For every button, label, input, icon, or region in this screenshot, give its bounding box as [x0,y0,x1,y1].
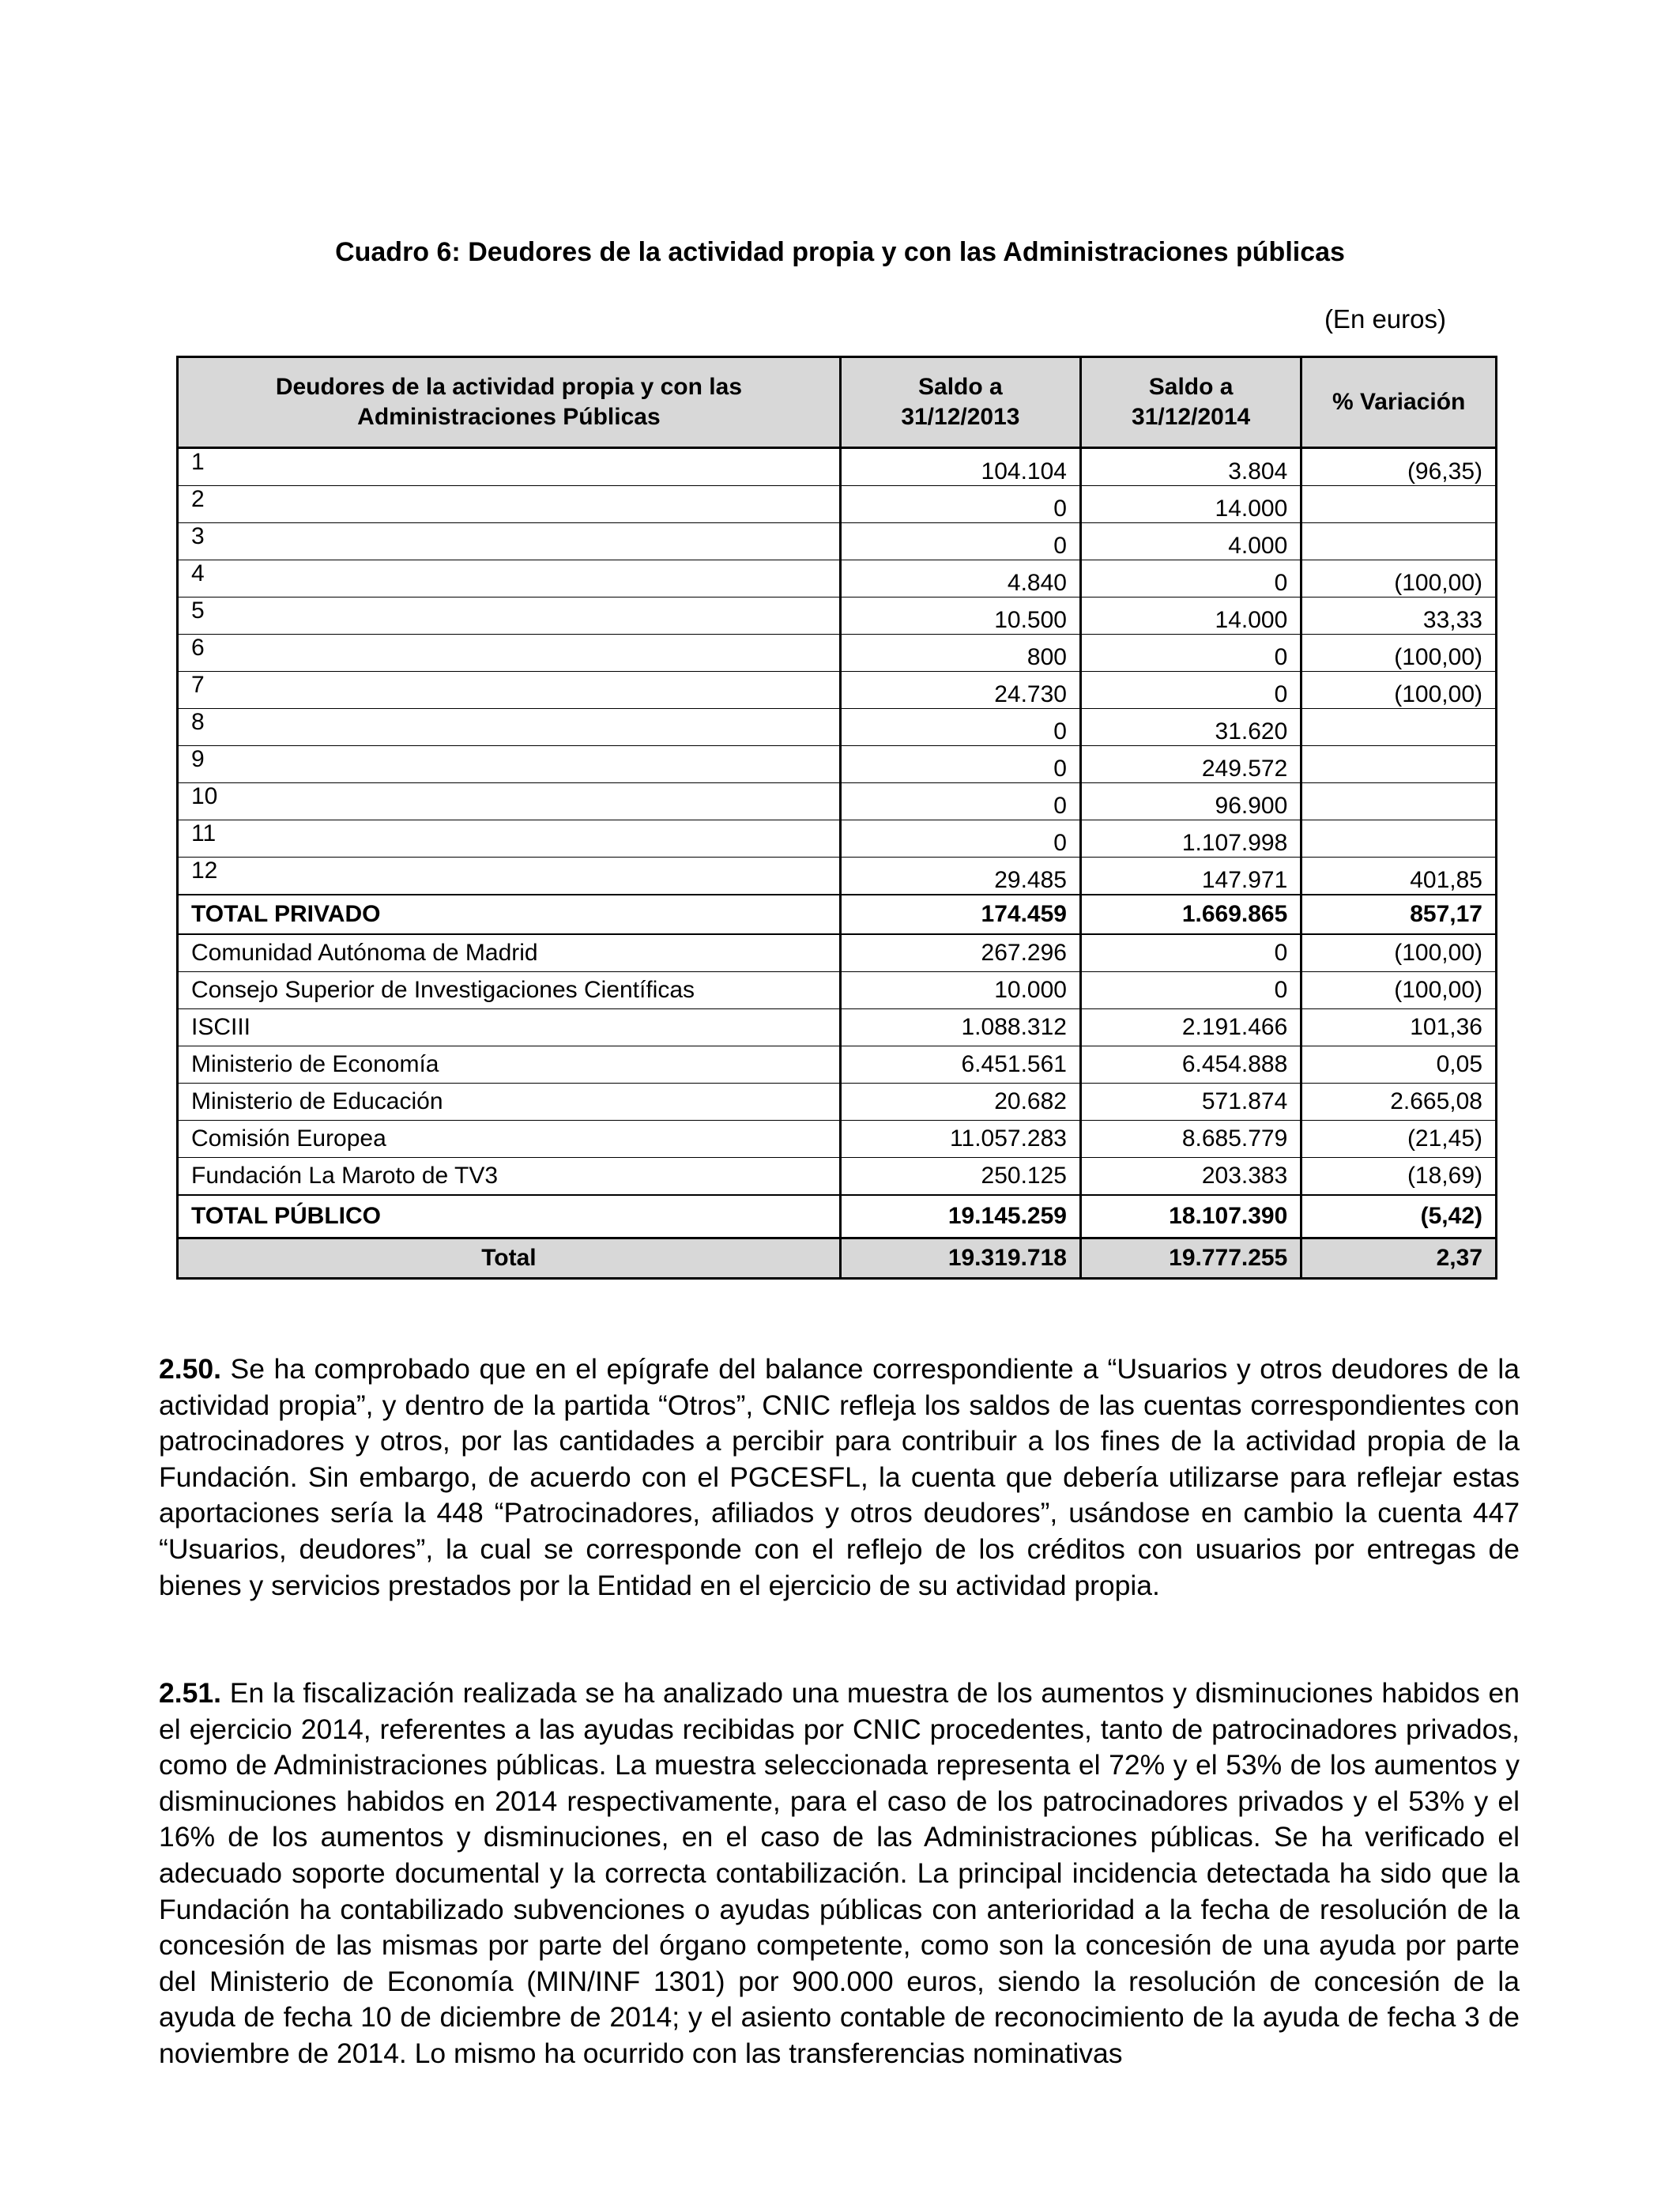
balance-2014: 18.107.390 [1080,1195,1301,1238]
variation: (96,35) [1301,448,1497,486]
row-label: 3 [178,523,841,560]
variation: (100,00) [1301,672,1497,709]
row-label: 6 [178,635,841,672]
variation: 101,36 [1301,1009,1497,1046]
balance-2014: 8.685.779 [1080,1121,1301,1158]
table-row [178,598,1497,635]
balance-2013: 0 [840,709,1080,746]
balance-2013: 250.125 [840,1158,1080,1196]
table-row [178,1009,1497,1046]
balance-2014: 0 [1080,972,1301,1009]
table-row [178,858,1497,895]
variation [1301,746,1497,783]
balance-2013: 20.682 [840,1084,1080,1121]
table-row [178,635,1497,672]
table-row [178,523,1497,560]
header-balance-2013-line1: Saldo a [918,374,1003,400]
variation: (18,69) [1301,1158,1497,1196]
paragraph-2-50 [159,1351,1520,1604]
variation: 2,37 [1301,1238,1497,1279]
table-row [178,1158,1497,1196]
balance-2013: 174.459 [840,895,1080,934]
variation: 0,05 [1301,1046,1497,1084]
variation: 2.665,08 [1301,1084,1497,1121]
balance-2014: 0 [1080,934,1301,972]
balance-2014: 31.620 [1080,709,1301,746]
paragraph-number: 2.51. [159,1677,221,1709]
total-private-row [178,895,1497,934]
balance-2014: 147.971 [1080,858,1301,895]
balance-2014: 14.000 [1080,486,1301,523]
balance-2014: 0 [1080,560,1301,598]
balance-2014: 96.900 [1080,783,1301,820]
table-row [178,934,1497,972]
balance-2013: 800 [840,635,1080,672]
balance-2013: 24.730 [840,672,1080,709]
row-label: 12 [178,858,841,895]
table-row [178,709,1497,746]
balance-2013: 6.451.561 [840,1046,1080,1084]
row-label: ISCIII [178,1009,841,1046]
variation: 857,17 [1301,895,1497,934]
balance-2014: 19.777.255 [1080,1238,1301,1279]
table-number: Cuadro 6: [335,237,461,267]
balance-2014: 4.000 [1080,523,1301,560]
balance-2013: 29.485 [840,858,1080,895]
row-label: 10 [178,783,841,820]
balance-2013: 0 [840,820,1080,858]
table-title [0,237,1680,268]
row-label: TOTAL PÚBLICO [178,1195,841,1238]
row-label: 9 [178,746,841,783]
table-row [178,1084,1497,1121]
variation: (100,00) [1301,560,1497,598]
variation: 33,33 [1301,598,1497,635]
row-label: Fundación La Maroto de TV3 [178,1158,841,1196]
paragraph-2-51 [159,1676,1520,2072]
row-label: Ministerio de Educación [178,1084,841,1121]
paragraph-number: 2.50. [159,1353,221,1385]
table-row [178,672,1497,709]
table-row [178,746,1497,783]
balance-2014: 3.804 [1080,448,1301,486]
table-body [178,448,1497,1279]
variation [1301,523,1497,560]
row-label: 7 [178,672,841,709]
balance-2014: 14.000 [1080,598,1301,635]
table-row [178,1121,1497,1158]
header-debtors-line1: Deudores de la actividad propia y con las [275,374,742,400]
table-row [178,820,1497,858]
variation: (5,42) [1301,1195,1497,1238]
grand-total-row [178,1238,1497,1279]
table-row [178,448,1497,486]
balance-2013: 19.145.259 [840,1195,1080,1238]
variation: 401,85 [1301,858,1497,895]
header-debtors [178,357,841,448]
table-title-text: Deudores de la actividad propia y con las Administraciones públicas [468,237,1345,267]
header-balance-2013 [840,357,1080,448]
variation: (100,00) [1301,934,1497,972]
balance-2014: 1.107.998 [1080,820,1301,858]
row-label: TOTAL PRIVADO [178,895,841,934]
header-debtors-line2: Administraciones Públicas [357,404,661,430]
variation: (100,00) [1301,635,1497,672]
variation [1301,820,1497,858]
balance-2014: 6.454.888 [1080,1046,1301,1084]
balance-2013: 0 [840,486,1080,523]
variation: (100,00) [1301,972,1497,1009]
row-label: 4 [178,560,841,598]
balance-2014: 0 [1080,635,1301,672]
balance-2013: 0 [840,746,1080,783]
balance-2014: 0 [1080,672,1301,709]
debtors-table [176,356,1497,1280]
balance-2014: 2.191.466 [1080,1009,1301,1046]
variation: (21,45) [1301,1121,1497,1158]
balance-2013: 4.840 [840,560,1080,598]
unit-note: (En euros) [1324,304,1446,334]
balance-2013: 19.319.718 [840,1238,1080,1279]
table-row [178,560,1497,598]
row-label: Comunidad Autónoma de Madrid [178,934,841,972]
balance-2013: 0 [840,523,1080,560]
header-balance-2013-line2: 31/12/2013 [901,404,1020,430]
row-label: Comisión Europea [178,1121,841,1158]
balance-2013: 267.296 [840,934,1080,972]
table-row [178,972,1497,1009]
header-balance-2014-line2: 31/12/2014 [1132,404,1251,430]
paragraph-text: En la fiscalización realizada se ha analizado una muestra de los aumentos y disminuciones habidos en el ejercicio 2014, referentes a las ayudas recibidas por CNIC procedentes, tanto de patrocinadores privados, como de Administraciones públicas. La muestra seleccionada representa el 72% y el 53% de los aumentos y disminuciones habidos en 2014 respectivamente, para el caso de los patrocinadores privados y el 53% y el 16% de los aumentos y disminuciones, en el caso de las Administraciones públicas. Se ha verificado el adecuado soporte documental y la correcta contabilización. La principal incidencia detectada ha sido que la Fundación ha contabilizado subvenciones o ayudas públicas con anterioridad a la fecha de resolución de la concesión de las mismas por parte del órgano competente, como son la concesión de una ayuda por parte del Ministerio de Economía (MIN/INF 1301) por 900.000 euros, siendo la resolución de concesión de la ayuda de fecha 10 de diciembre de 2014; y el asiento contable de reconocimiento de la ayuda de fecha 3 de noviembre de 2014. Lo mismo ha ocurrido con las transferencias nominativas [159,1677,1520,2069]
variation [1301,486,1497,523]
balance-2013: 1.088.312 [840,1009,1080,1046]
paragraph-text: Se ha comprobado que en el epígrafe del balance correspondiente a “Usuarios y otros deudores de la actividad propia”, y dentro de la partida “Otros”, CNIC refleja los saldos de las cuentas correspondientes con patrocinadores y otros, por las cantidades a percibir para contribuir a los fines de la actividad propia de la Fundación. Sin embargo, de acuerdo con el PGCESFL, la cuenta que debería utilizarse para reflejar estas aportaciones sería la 448 “Patrocinadores, afiliados y otros deudores”, usándose en cambio la cuenta 447 “Usuarios, deudores”, la cual se corresponde con el reflejo de los créditos con usuarios por entregas de bienes y servicios prestados por la Entidad en el ejercicio de su actividad propia. [159,1353,1520,1601]
row-label: Ministerio de Economía [178,1046,841,1084]
table-row [178,783,1497,820]
balance-2013: 0 [840,783,1080,820]
row-label: 8 [178,709,841,746]
balance-2013: 10.000 [840,972,1080,1009]
row-label: 1 [178,448,841,486]
balance-2014: 249.572 [1080,746,1301,783]
row-label: Total [178,1238,841,1279]
table-row [178,1046,1497,1084]
balance-2013: 10.500 [840,598,1080,635]
total-public-row [178,1195,1497,1238]
header-balance-2014 [1080,357,1301,448]
row-label: 11 [178,820,841,858]
balance-2014: 1.669.865 [1080,895,1301,934]
balance-2013: 104.104 [840,448,1080,486]
table-header-row [178,357,1497,448]
balance-2014: 571.874 [1080,1084,1301,1121]
row-label: 2 [178,486,841,523]
row-label: Consejo Superior de Investigaciones Científicas [178,972,841,1009]
variation [1301,783,1497,820]
balance-2013: 11.057.283 [840,1121,1080,1158]
header-variation: % Variación [1301,357,1497,448]
header-balance-2014-line1: Saldo a [1148,374,1234,400]
row-label: 5 [178,598,841,635]
table-row [178,486,1497,523]
variation [1301,709,1497,746]
balance-2014: 203.383 [1080,1158,1301,1196]
